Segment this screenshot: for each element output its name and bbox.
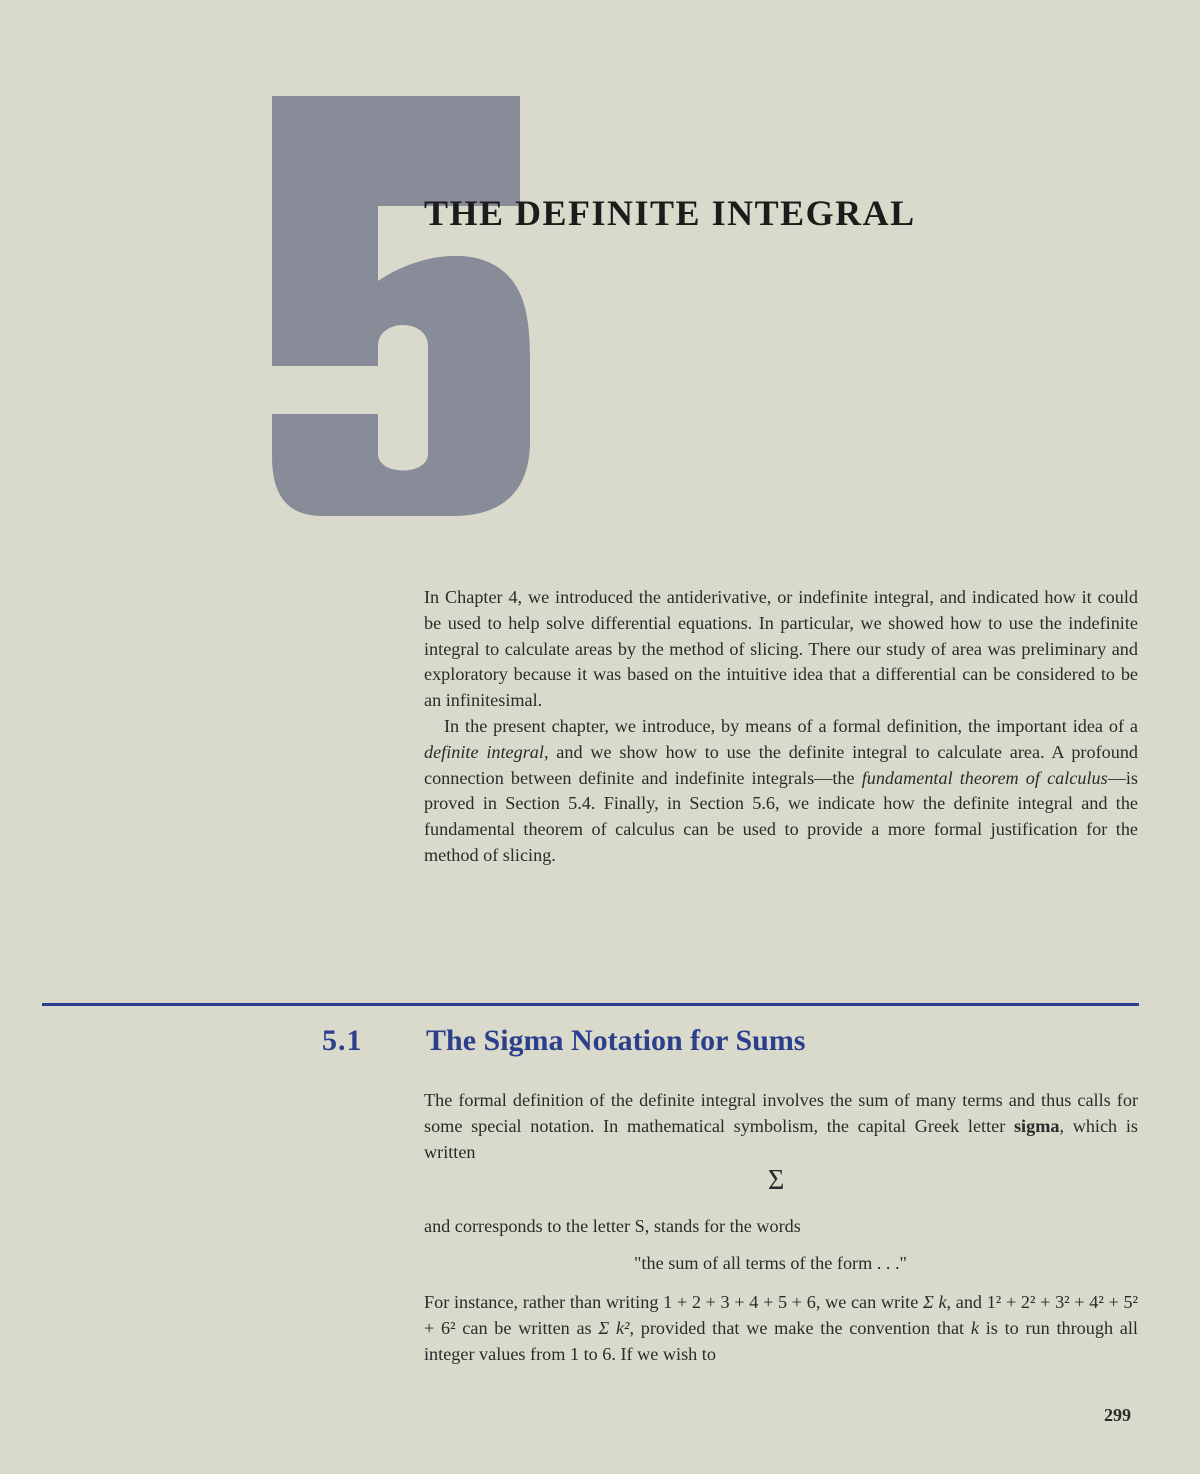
chapter-intro [424,585,1138,869]
definite-integral-term: definite integral [424,741,544,762]
section-paragraph-1: The formal definition of the definite integral involves the sum of many terms and thus calls for some special notation. In mathematical symbolism, the capital Greek letter sigma, which is written [424,1090,1138,1162]
intro-paragraph-2: In the present chapter, we introduce, by means of a formal definition, the important idea of a definite integral, and we show how to use the definite integral to calculate area. A profound connection between definite and indefinite integrals—the fundamental theorem of calculus—is proved in Section 5.4. Finally, in Section 5.6, we indicate how the definite integral and the fundamental theorem of calculus can be used to provide a more formal justification for the method of slicing. [424,715,1139,865]
sigma-meaning-quote: "the sum of all terms of the form . . ." [634,1253,907,1273]
section-title: The Sigma Notation for Sums [426,1024,806,1057]
fundamental-theorem-term: fundamental theorem of calculus [861,767,1108,788]
chapter-numeral-shape [272,96,530,516]
sum-k-expression: Σ k [922,1292,947,1312]
sigma-symbol: Σ [768,1165,785,1196]
section-number: 5.1 [322,1024,363,1057]
page-number: 299 [1104,1405,1131,1425]
section-paragraph-3: For instance, rather than writing 1 + 2 + 3 + 4 + 5 + 6, we can write Σ k, and 1² + 2² + 3² + 4² + 5² + 6² can be written as Σ k², provided that we make the convention that k is to run through all integer values from 1 to 6. If we wish to [424,1292,1138,1364]
chapter-title: THE DEFINITE INTEGRAL [424,193,916,233]
index-variable-k: k [970,1317,979,1338]
sum-k-squared-expression: Σ k² [598,1317,630,1338]
intro-paragraph-1: In Chapter 4, we introduced the antiderivative, or indefinite integral, and indicated how it could be used to help solve differential equations. In particular, we showed how to use the indefinite integral to calculate areas by the method of slicing. There our study of area was preliminary and exploratory because it was based on the intuitive idea that a differential can be considered to be an infinitesimal. [424,587,1138,711]
section-paragraph-2: and corresponds to the letter S, stands for the words [424,1216,801,1236]
section-divider [42,1003,1139,1006]
sigma-term: sigma [1013,1115,1060,1136]
chapter-number-numeral [268,96,530,516]
